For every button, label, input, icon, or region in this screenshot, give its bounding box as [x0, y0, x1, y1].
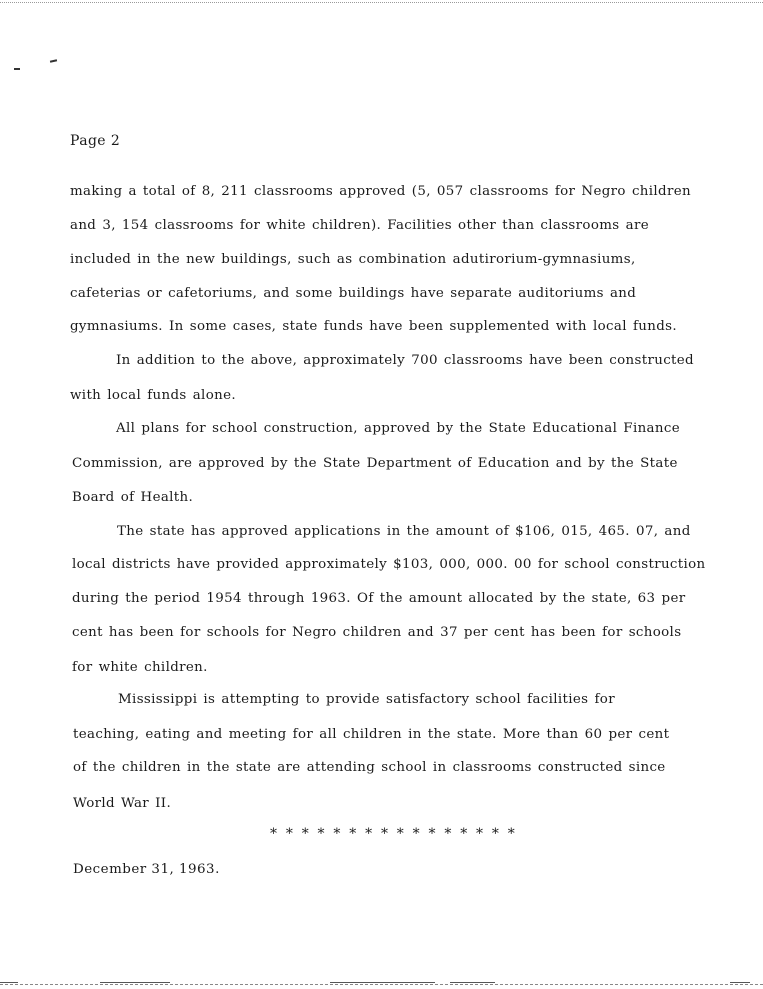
body-line: with local funds alone.	[70, 388, 236, 403]
scan-bottom-edge	[0, 984, 763, 985]
section-separator: * * * * * * * * * * * * * * * *	[270, 826, 517, 842]
scan-artifact	[330, 982, 435, 983]
document-date: December 31, 1963.	[73, 862, 220, 877]
body-line: Commission, are approved by the State Department of Education and by the State	[72, 456, 678, 471]
scan-artifact	[100, 982, 170, 983]
body-line: Board of Health.	[72, 490, 194, 505]
body-line: cent has been for schools for Negro children and 37 per cent has been for schools	[72, 625, 682, 640]
body-line: making a total of 8, 211 classrooms approved (5, 057 classrooms for Negro children	[70, 184, 691, 199]
body-line: for white children.	[72, 660, 208, 675]
body-line: In addition to the above, approximately 700 classrooms have been constructed	[116, 353, 694, 368]
body-line: during the period 1954 through 1963. Of the amount allocated by the state, 63 per	[72, 591, 686, 606]
page-number: Page 2	[70, 133, 121, 149]
body-line: All plans for school construction, approved by the State Educational Finance	[116, 421, 680, 436]
body-line: gymnasiums. In some cases, state funds have been supplemented with local funds.	[70, 319, 677, 334]
scan-mark	[14, 68, 20, 70]
body-line: included in the new buildings, such as combination adutirorium-gymnasiums,	[70, 252, 636, 267]
body-line: Mississippi is attempting to provide satisfactory school facilities for	[118, 692, 615, 707]
scan-artifact	[730, 982, 750, 983]
scan-artifact	[450, 982, 495, 983]
body-line: cafeterias or cafetoriums, and some buildings have separate auditoriums and	[70, 286, 637, 301]
scan-mark	[50, 59, 57, 62]
body-line: of the children in the state are attending school in classrooms constructed since	[73, 760, 666, 775]
scan-artifact	[0, 982, 18, 983]
body-line: teaching, eating and meeting for all children in the state. More than 60 per cent	[73, 727, 670, 742]
body-line: local districts have provided approximately $103, 000, 000. 00 for school construction	[72, 557, 706, 572]
body-line: World War II.	[73, 796, 172, 811]
body-line: and 3, 154 classrooms for white children). Facilities other than classrooms are	[70, 218, 649, 233]
scan-top-edge	[0, 2, 763, 3]
body-line: The state has approved applications in the amount of $106, 015, 465. 07, and	[117, 524, 691, 539]
